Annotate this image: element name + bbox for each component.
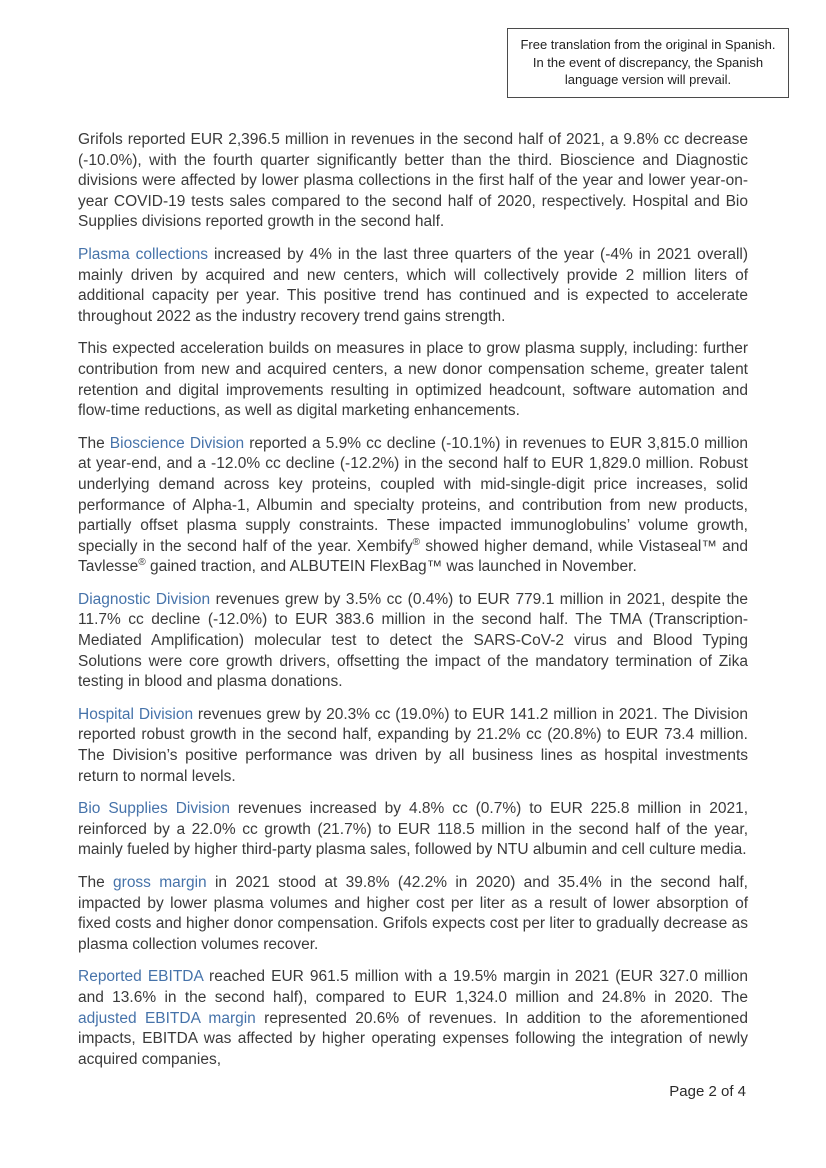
paragraph: [78, 245, 748, 327]
paragraph: [78, 339, 748, 421]
paragraph: [78, 590, 748, 693]
highlighted-term: Hospital Division: [78, 705, 194, 723]
page-number: Page 2 of 4: [669, 1083, 746, 1100]
highlighted-term: gross margin: [113, 874, 207, 891]
text-segment: reported a 5.9% cc decline (-10.1%) in revenues to EUR 3,815.0 million at year-end, and a -12.0% cc decline (-12.2%) in the second half to EUR 1,829.0 million. Robust underlying demand across key proteins, coupled with mid-single-digit price increases, solid performance of Alpha-1, Albumin and specialty proteins, and contribution from new products, partially offset plasma supply constraints. These impacted immunoglobulins’ volume growth, specially in the second half of the year. Xembify: [78, 434, 748, 555]
superscript-mark: ®: [412, 536, 420, 548]
text-segment: in 2021 stood at 39.8% (42.2% in 2020) and 35.4% in the second half, impacted by lower plasma volumes and higher cost per liter as a result of lower absorption of fixed costs and higher donor compensation. Grifols expects cost per liter to gradually decrease as plasma collection volumes recover.: [78, 874, 748, 953]
highlighted-term: adjusted EBITDA margin: [78, 1009, 256, 1027]
highlighted-term: Diagnostic Division: [78, 590, 211, 608]
text-segment: Grifols reported EUR 2,396.5 million in revenues in the second half of 2021, a 9.8% cc decrease (-10.0%), with the fourth quarter significantly better than the third. Bioscience and Diagnostic divisions were affected by lower plasma collections in the first half of the year and lower year-on-year COVID-19 tests sales compared to the second half of 2020, respectively. Hospital and Bio Supplies divisions reported growth in the second half.: [78, 131, 748, 231]
document-body: [78, 130, 748, 1082]
highlighted-term: Reported EBITDA: [78, 968, 203, 986]
paragraph: [78, 130, 748, 233]
highlighted-term: Bioscience Division: [109, 434, 245, 452]
paragraph: [78, 873, 748, 955]
paragraph: [78, 799, 748, 861]
text-segment: gained traction, and ALBUTEIN FlexBag™ was launched in November.: [145, 558, 637, 576]
text-segment: The: [78, 434, 110, 452]
superscript-mark: ®: [138, 557, 146, 569]
translation-notice-text: Free translation from the original in Spanish. In the event of discrepancy, the Spanish language version will prevail.: [520, 37, 776, 87]
paragraph: [78, 967, 748, 1070]
translation-notice: [507, 28, 789, 98]
text-segment: revenues increased by 4.8% cc (0.7%) to EUR 225.8 million in 2021, reinforced by a 22.0% cc growth (21.7%) to EUR 118.5 million in the second half of the year, mainly fueled by higher third-party plasma sales, followed by NTU albumin and cell culture media.: [78, 800, 748, 859]
text-segment: The: [78, 874, 114, 891]
text-segment: revenues grew by 20.3% cc (19.0%) to EUR 141.2 million in 2021. The Division reported robust growth in the second half, expanding by 21.2% cc (20.8%) to EUR 73.4 million. The Division’s positive performance was driven by all business lines as hospital investments return to normal levels.: [78, 705, 748, 785]
highlighted-term: Bio Supplies Division: [78, 800, 230, 818]
highlighted-term: Plasma collections: [78, 245, 209, 263]
text-segment: showed higher demand, while Vistaseal™ and Tavlesse: [78, 537, 748, 576]
text-segment: represented 20.6% of revenues. In addition to the aforementioned impacts, EBITDA was affected by higher operating expenses following the integration of newly acquired companies,: [78, 1009, 748, 1068]
text-segment: increased by 4% in the last three quarters of the year (-4% in 2021 overall) mainly driven by acquired and new centers, which will collectively provide 2 million liters of additional capacity per year. This positive trend has continued and is expected to accelerate throughout 2022 as the industry recovery trend gains strength.: [78, 245, 749, 325]
text-segment: reached EUR 961.5 million with a 19.5% margin in 2021 (EUR 327.0 million and 13.6% in the second half), compared to EUR 1,324.0 million and 24.8% in 2020. The: [78, 968, 748, 1006]
text-segment: revenues grew by 3.5% cc (0.4%) to EUR 779.1 million in 2021, despite the 11.7% cc decline (-12.0%) to EUR 383.6 million in the second half. The TMA (Transcription-Mediated Amplification) molecular test to detect the SARS-CoV-2 virus and Blood Typing Solutions were core growth drivers, offsetting the impact of the mandatory termination of Zika testing in blood and plasma donations.: [78, 590, 748, 691]
text-segment: This expected acceleration builds on measures in place to grow plasma supply, including: further contribution from new and acquired centers, a new donor compensation scheme, greater talent retention and digital improvements resulting in optimized headcount, software automation and flow-time reductions, as well as digital marketing enhancements.: [78, 340, 748, 420]
paragraph: [78, 705, 748, 787]
paragraph: [78, 434, 748, 578]
